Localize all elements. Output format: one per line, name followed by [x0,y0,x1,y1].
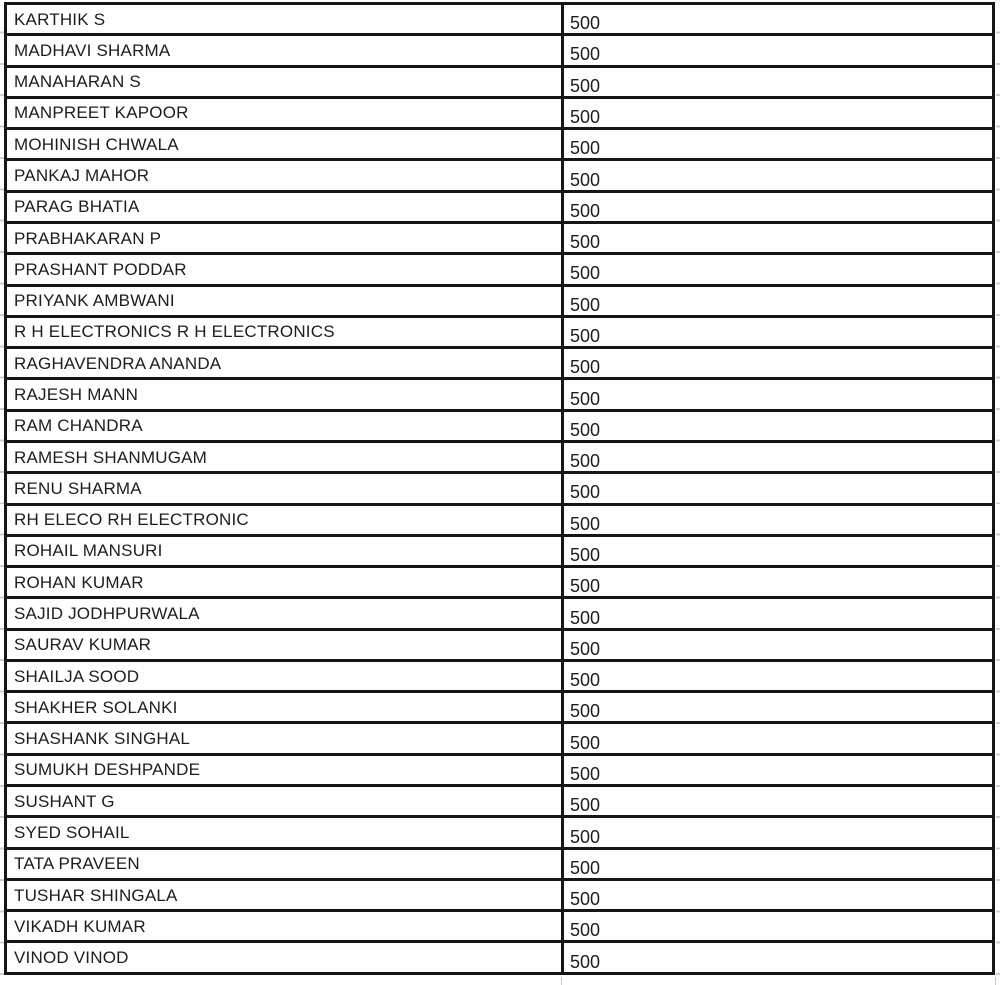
name-cell[interactable]: SHASHANK SINGHAL [6,723,563,754]
names-amount-table [4,2,995,975]
name-cell[interactable]: PRASHANT PODDAR [6,254,563,285]
amount-cell[interactable]: 500 [563,316,994,347]
name-cell[interactable]: SHAKHER SOLANKI [6,692,563,723]
amount-cell[interactable]: 500 [563,629,994,660]
amount-cell[interactable]: 500 [563,160,994,191]
amount-cell[interactable]: 500 [563,879,994,910]
name-cell[interactable]: PARAG BHATIA [6,191,563,222]
amount-cell[interactable]: 500 [563,942,994,974]
name-cell[interactable]: R H ELECTRONICS R H ELECTRONICS [6,316,563,347]
table-row [6,504,994,535]
table-body [6,4,994,974]
gridline-column-divider [561,977,562,985]
table-row [6,285,994,316]
amount-cell[interactable]: 500 [563,441,994,472]
amount-cell[interactable]: 500 [563,535,994,566]
below-table-gridlines [0,975,1000,985]
table-row [6,35,994,66]
amount-cell[interactable]: 500 [563,660,994,691]
name-cell[interactable]: KARTHIK S [6,4,563,35]
name-cell[interactable]: SUSHANT G [6,786,563,817]
amount-cell[interactable]: 500 [563,129,994,160]
name-cell[interactable]: PRIYANK AMBWANI [6,285,563,316]
table-row [6,660,994,691]
name-cell[interactable]: VIKADH KUMAR [6,911,563,942]
amount-cell[interactable]: 500 [563,97,994,128]
amount-cell[interactable]: 500 [563,723,994,754]
table-row [6,97,994,128]
amount-cell[interactable]: 500 [563,598,994,629]
name-cell[interactable]: MOHINISH CHWALA [6,129,563,160]
name-cell[interactable]: SUMUKH DESHPANDE [6,754,563,785]
amount-cell[interactable]: 500 [563,191,994,222]
name-cell[interactable]: SAJID JODHPURWALA [6,598,563,629]
name-cell[interactable]: PANKAJ MAHOR [6,160,563,191]
table-row [6,786,994,817]
table-row [6,473,994,504]
amount-cell[interactable]: 500 [563,504,994,535]
amount-cell[interactable]: 500 [563,410,994,441]
amount-cell[interactable]: 500 [563,222,994,253]
amount-cell[interactable]: 500 [563,285,994,316]
name-cell[interactable]: SHAILJA SOOD [6,660,563,691]
amount-cell[interactable]: 500 [563,911,994,942]
amount-cell[interactable]: 500 [563,35,994,66]
name-cell[interactable]: RAJESH MANN [6,379,563,410]
table-row [6,254,994,285]
amount-cell[interactable]: 500 [563,692,994,723]
table-row [6,129,994,160]
name-cell[interactable]: VINOD VINOD [6,942,563,974]
name-cell[interactable]: PRABHAKARAN P [6,222,563,253]
name-cell[interactable]: RAM CHANDRA [6,410,563,441]
name-cell[interactable]: RH ELECO RH ELECTRONIC [6,504,563,535]
table-row [6,191,994,222]
amount-cell[interactable]: 500 [563,379,994,410]
gridline-right-edge [995,977,996,985]
table-row [6,629,994,660]
table-row [6,942,994,974]
table-row [6,348,994,379]
amount-cell[interactable]: 500 [563,567,994,598]
table-row [6,567,994,598]
name-cell[interactable]: SYED SOHAIL [6,817,563,848]
table-row [6,848,994,879]
amount-cell[interactable]: 500 [563,786,994,817]
name-cell[interactable]: MADHAVI SHARMA [6,35,563,66]
amount-cell[interactable]: 500 [563,754,994,785]
table-row [6,911,994,942]
name-cell[interactable]: RAGHAVENDRA ANANDA [6,348,563,379]
table-row [6,379,994,410]
table-row [6,66,994,97]
name-cell[interactable]: TUSHAR SHINGALA [6,879,563,910]
table-row [6,723,994,754]
table-row [6,692,994,723]
table-row [6,535,994,566]
name-cell[interactable]: RAMESH SHANMUGAM [6,441,563,472]
name-cell[interactable]: RENU SHARMA [6,473,563,504]
amount-cell[interactable]: 500 [563,66,994,97]
table-row [6,441,994,472]
amount-cell[interactable]: 500 [563,817,994,848]
amount-cell[interactable]: 500 [563,254,994,285]
table-row [6,4,994,35]
table-row [6,160,994,191]
name-cell[interactable]: ROHAIL MANSURI [6,535,563,566]
name-cell[interactable]: ROHAN KUMAR [6,567,563,598]
table-row [6,817,994,848]
table-row [6,410,994,441]
amount-cell[interactable]: 500 [563,473,994,504]
name-cell[interactable]: MANPREET KAPOOR [6,97,563,128]
table-row [6,754,994,785]
name-cell[interactable]: SAURAV KUMAR [6,629,563,660]
table-row [6,222,994,253]
table-row [6,598,994,629]
table-row [6,879,994,910]
table-row [6,316,994,347]
amount-cell[interactable]: 500 [563,4,994,35]
amount-cell[interactable]: 500 [563,348,994,379]
name-cell[interactable]: TATA PRAVEEN [6,848,563,879]
amount-cell[interactable]: 500 [563,848,994,879]
right-gridline-margin [996,2,1000,975]
name-cell[interactable]: MANAHARAN S [6,66,563,97]
